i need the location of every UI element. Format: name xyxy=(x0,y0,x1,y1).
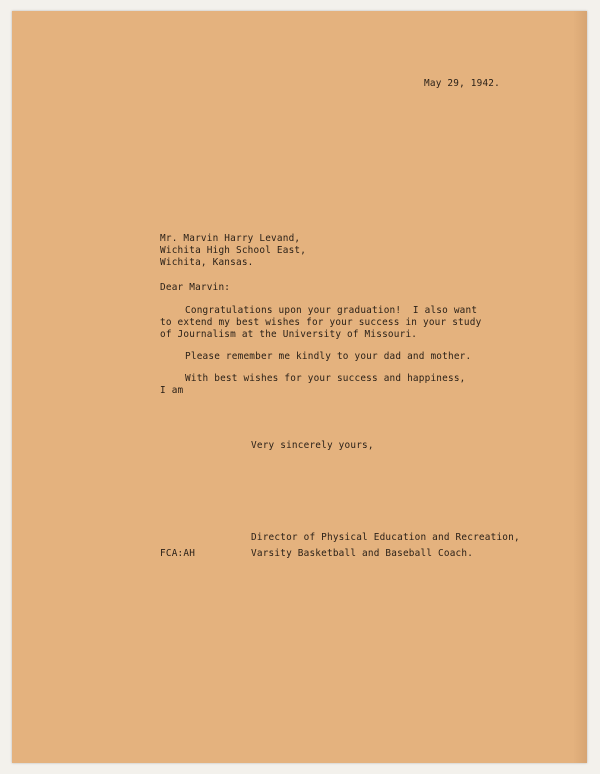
paragraph1-line2: to extend my best wishes for your success in your study xyxy=(160,317,482,328)
address-line-name: Mr. Marvin Harry Levand, xyxy=(160,233,301,244)
paragraph3-line2: I am xyxy=(160,385,184,396)
typist-initials: FCA:AH xyxy=(160,548,196,559)
paragraph3-line1: With best wishes for your success and happiness, xyxy=(185,373,466,384)
complimentary-closing: Very sincerely yours, xyxy=(251,440,374,451)
paragraph1-line3: of Journalism at the University of Missouri. xyxy=(160,329,418,340)
salutation: Dear Marvin: xyxy=(160,282,231,293)
letter-page xyxy=(12,11,587,763)
letter-date: May 29, 1942. xyxy=(424,78,500,89)
address-line-city: Wichita, Kansas. xyxy=(160,257,254,268)
address-line-school: Wichita High School East, xyxy=(160,245,307,256)
signature-title-line2: Varsity Basketball and Baseball Coach. xyxy=(251,548,474,559)
paragraph1-line1: Congratulations upon your graduation! I also want xyxy=(185,305,478,316)
signature-title-line1: Director of Physical Education and Recreation, xyxy=(251,532,520,543)
paragraph2: Please remember me kindly to your dad and mother. xyxy=(185,351,472,362)
